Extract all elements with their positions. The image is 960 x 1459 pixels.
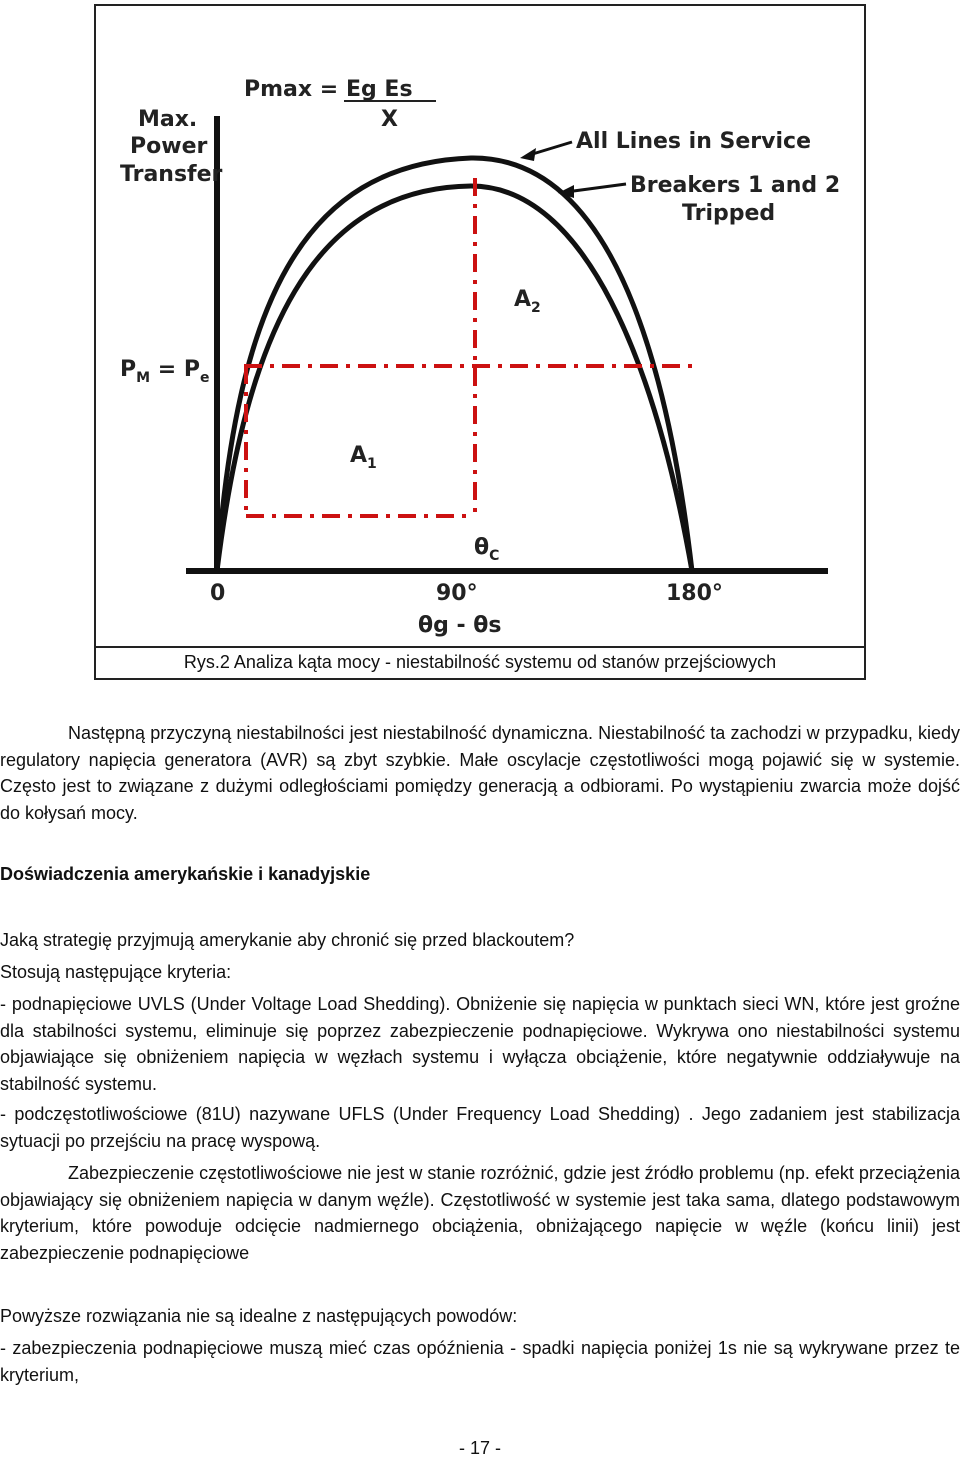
breakers-label-1: Breakers 1 and 2 [630,173,841,198]
reasons-intro: Powyższe rozwiązania nie są idealne z następujących powodów: [0,1306,518,1326]
pmax-formula-numerator: Eg Es [346,77,413,102]
figure-power-angle [94,4,866,680]
page-number: - 17 - [458,1438,501,1458]
tick-180-label: 180° [666,581,723,606]
tick-0-label: 0 [210,581,226,606]
a2-label: $A_2$ [514,287,541,316]
power-angle-diagram [96,6,868,652]
breakers-label-2: Tripped [682,201,776,226]
a1-label: $A_1$ [350,443,377,472]
arrow-all-lines-head [520,148,536,161]
x-axis-label: θg - θs [418,613,502,638]
max-power-label-3: Transfer [120,162,223,187]
pmax-formula-denominator: X [381,107,398,132]
pm-pe-label: $P_M = P_e$ [120,357,210,386]
curve-breakers-tripped [217,186,692,571]
criteria-intro: Stosują następujące kryteria: [0,962,232,982]
theta-c-label: $\theta_C$ [474,535,500,564]
figure-caption: Rys.2 Analiza kąta mocy - niestabilność systemu od stanów przejściowych [96,646,864,678]
max-power-label-2: Power [130,134,208,159]
reason-1: - zabezpieczenia podnapięciowe muszą mieć czas opóźnienia - spadki napięcia poniżej 1s nie są wykrywane przez te kryterium, [0,1338,960,1385]
paragraph-dynamic-instability: Następną przyczyną niestabilności jest niestabilność dynamiczna. Niestabilność ta zachodzi w przypadku, kiedy regulatory napięcia generatora (AVR) są zbyt szybkie. Małe oscylacje częstotliwości mogą pojawić się w systemie. Często jest to związane z dużymi odległościami pomiędzy generacją a odbiorami. Po wystąpieniu zwarcia może dojść do kołysań mocy. [0,723,960,823]
all-lines-label: All Lines in Service [576,129,811,154]
paragraph-frequency-protection: Zabezpieczenie częstotliwościowe nie jest w stanie rozróżnić, gdzie jest źródło problemu (np. efekt przeciążenia objawiający się obniżeniem napięcia w danym węźle). Częstotliwość w systemie jest taka sama, dlatego podstawowym kryterium, które powoduje odcięcie nadmiernego obciążenia, obniżającego napięcie w węźle (końcu linii) jest zabezpieczenie podnapięciowe [0,1163,960,1263]
criterion-ufls: - podczęstotliwościowe (81U) nazywane UFLS (Under Frequency Load Shedding) . Jego zadaniem jest stabilizacja sytuacji po przejściu na pracę wyspową. [0,1104,960,1151]
question-line: Jaką strategię przyjmują amerykanie aby chronić się przed blackoutem? [0,930,575,950]
tick-90-label: 90° [436,581,478,606]
section-heading: Doświadczenia amerykańskie i kanadyjskie [0,864,371,884]
arrow-breakers [566,184,626,192]
max-power-label-1: Max. [138,107,198,132]
pmax-formula-left: Pmax = [244,77,339,102]
criterion-uvls: - podnapięciowe UVLS (Under Voltage Load Shedding). Obniżenie się napięcia w punktach sieci WN, które jest groźne dla stabilności systemu, eliminuje się poprzez zabezpieczenie podnapięciowe. Wykrywa ono niestabilności systemu objawiające się obniżeniem napięcia w węzłach systemu i wyłącza obciążenie, które negatywnie oddziaływuje na stabilność systemu. [0,994,960,1094]
